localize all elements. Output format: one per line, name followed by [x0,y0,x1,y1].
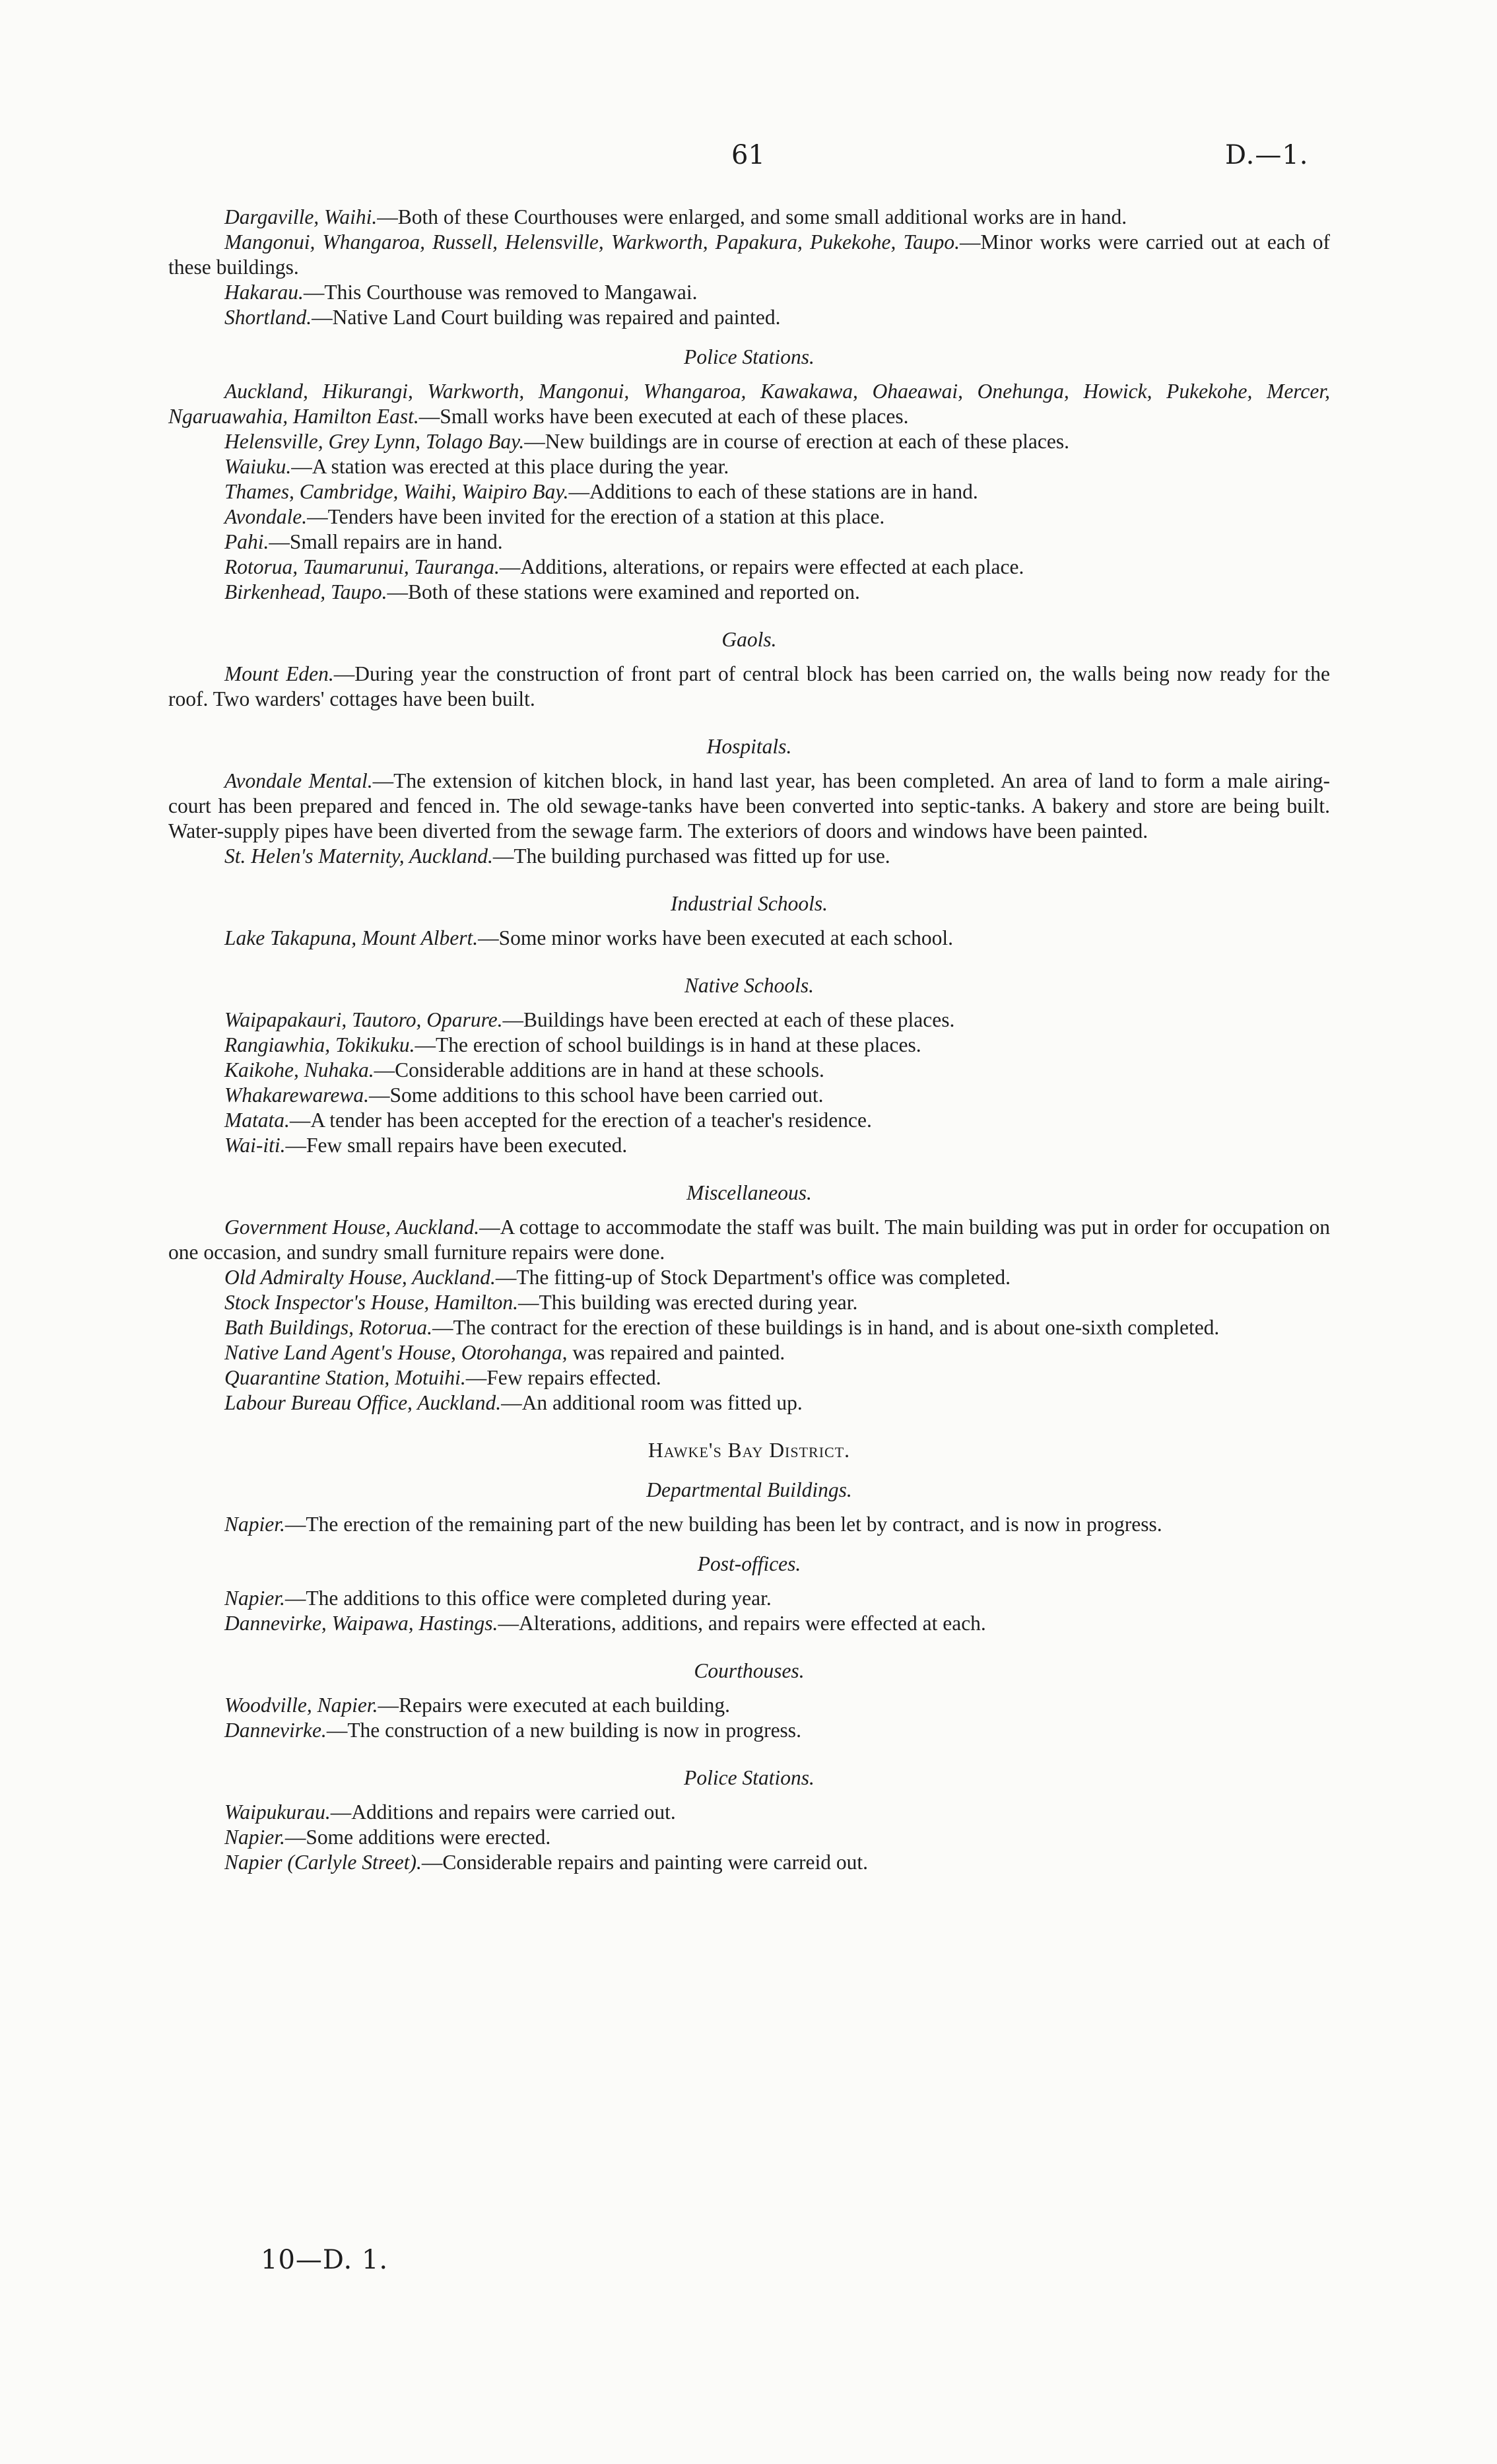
paragraph-text: —Small works have been executed at each of these places. [418,405,909,428]
paragraph-text: —Native Land Court building was repaired and painted. [312,306,781,329]
paragraph [168,844,1330,869]
paragraph [168,1133,1330,1158]
place-names: Labour Bureau Office, Auckland. [224,1391,502,1414]
paragraph [168,1033,1330,1058]
paragraph [168,230,1330,280]
paragraph-text: —The erection of school buildings is in hand at these places. [415,1033,921,1056]
place-names: Woodville, Napier. [224,1694,378,1717]
section-heading: Native Schools. [684,974,814,997]
place-names: St. Helen's Maternity, Auckland. [224,844,493,868]
paragraph [168,454,1330,479]
section-heading: Departmental Buildings. [646,1478,852,1501]
section-heading: Police Stations. [684,1766,815,1789]
paragraph [168,769,1330,844]
paragraph-text: —The extension of kitchen block, in hand last year, has been completed. An area of land to form a male airing-court has been prepared and fenced in. The old sewage-tanks have been converted into septic-tanks. A bakery and store are being built. Water-supply pipes have been diverted from the sewage farm. The exteriors of doors and windows have been painted. [168,769,1330,842]
place-names: Dargaville, Waihi. [224,205,378,228]
paragraph-text: —The erection of the remaining part of the new building has been let by contract, and is now in progress. [284,1513,1162,1536]
place-names: Thames, Cambridge, Waihi, Waipiro Bay. [224,480,569,503]
place-names: Government House, Auckland. [224,1215,480,1239]
place-names: Avondale Mental. [224,769,373,792]
place-names: Bath Buildings, Rotorua. [224,1316,432,1339]
paragraph [168,1718,1330,1743]
paragraph-text: —A cottage to accommodate the staff was built. The main building was put in order for occupation on one occasion, and sundry small furniture repairs were done. [168,1215,1330,1264]
place-names: Old Admiralty House, Auckland. [224,1266,496,1289]
place-names: Lake Takapuna, Mount Albert. [224,926,479,949]
paragraph-text: —The building purchased was fitted up for use. [492,844,890,868]
paragraph-text: —Few repairs effected. [465,1366,661,1389]
paragraph [168,1825,1330,1850]
paragraph-text: —Minor works were carried out at each of these buildings. [168,230,1330,279]
section-heading: Police Stations. [684,345,815,368]
paragraph-text: —Additions and repairs were carried out. [330,1800,676,1824]
place-names: Hakarau. [224,281,304,304]
paragraph-text: —Repairs were executed at each building. [378,1694,730,1717]
place-names: Stock Inspector's House, Hamilton. [224,1291,519,1314]
paragraph-text: —The construction of a new building is now in progress. [326,1719,801,1742]
paragraph-text: —Some additions to this school have been carried out. [369,1083,824,1107]
place-names: Mangonui, Whangaroa, Russell, Helensville, Warkworth, Papakura, Pukekohe, Taupo. [224,230,960,254]
paragraph [168,1315,1330,1340]
paragraph-text: —This building was erected during year. [518,1291,858,1314]
place-names: Matata. [224,1109,290,1132]
paragraph [168,926,1330,951]
paragraph-text: —Considerable additions are in hand at these schools. [374,1058,824,1081]
paragraph [168,479,1330,504]
paragraph [168,580,1330,605]
paragraph [168,1586,1330,1611]
paragraph [168,1850,1330,1875]
paragraph [168,1693,1330,1718]
document-body [168,205,1330,1875]
paragraph-text: —Tenders have been invited for the erection of a station at this place. [307,505,885,528]
paragraph [168,379,1330,429]
paragraph [168,1800,1330,1825]
paragraph-text: —During year the construction of front part of central block has been carried on, the walls being now ready for the roof. Two warders' cottages have been built. [168,662,1330,710]
paragraph-text: was repaired and painted. [567,1341,785,1364]
paragraph-text: —Both of these Courthouses were enlarged, and some small additional works are in hand. [377,205,1127,228]
paragraph-text: —The fitting-up of Stock Department's office was completed. [495,1266,1011,1289]
place-names: Avondale. [224,505,308,528]
paragraph [168,1611,1330,1636]
paragraph-text: —Both of these stations were examined and reported on. [387,580,860,603]
printer-signature: 10—D. 1. [261,2245,389,2275]
paragraph [168,1512,1330,1537]
paragraph [168,1265,1330,1290]
section-heading: Miscellaneous. [686,1181,812,1204]
paragraph-text: —A tender has been accepted for the erection of a teacher's residence. [289,1109,872,1132]
paragraph [168,1365,1330,1390]
place-names: Waipapakauri, Tautoro, Oparure. [224,1008,503,1031]
place-names: Native Land Agent's House, Otorohanga, [224,1341,568,1364]
section-heading: Industrial Schools. [670,892,828,915]
place-names: Dannevirke. [224,1719,327,1742]
paragraph [168,530,1330,555]
place-names: Pahi. [224,530,269,553]
paragraph [168,1108,1330,1133]
place-names: Napier. [224,1826,285,1849]
section-heading: Gaols. [721,628,777,651]
place-names: Napier (Carlyle Street). [224,1851,422,1874]
place-names: Mount Eden. [224,662,334,685]
page-number: 61 [731,140,765,170]
paragraph [168,504,1330,530]
paragraph-text: —Considerable repairs and painting were carreid out. [421,1851,869,1874]
paragraph-text: —Buildings have been erected at each of these places. [502,1008,955,1031]
place-names: Napier. [224,1587,285,1610]
paragraph [168,662,1330,712]
paragraph [168,1290,1330,1315]
place-names: Whakarewarewa. [224,1083,370,1107]
paragraph [168,429,1330,454]
place-names: Shortland. [224,306,312,329]
place-names: Waiuku. [224,455,292,478]
place-names: Auckland, Hikurangi, Warkworth, Mangonui, Whangaroa, Kawakawa, Ohaeawai, Onehunga, Howick, Pukekohe, Mercer, Ngaruawahia, Hamilton East. [168,380,1330,428]
paragraph [168,1058,1330,1083]
paragraph [168,205,1330,230]
paragraph [168,1340,1330,1365]
paragraph [168,1390,1330,1416]
place-names: Rotorua, Taumarunui, Tauranga. [224,555,500,578]
paragraph [168,305,1330,330]
section-heading: Courthouses. [694,1659,805,1682]
place-names: Wai-iti. [224,1134,286,1157]
place-names: Dannevirke, Waipawa, Hastings. [224,1612,498,1635]
paragraph [168,1215,1330,1265]
paragraph-text: —Few small repairs have been executed. [285,1134,628,1157]
paragraph-text: —Some minor works have been executed at each school. [478,926,954,949]
paragraph-text: —Alterations, additions, and repairs were effected at each. [498,1612,986,1635]
place-names: Rangiawhia, Tokikuku. [224,1033,415,1056]
section-heading: Hospitals. [706,735,792,758]
paragraph [168,280,1330,305]
place-names: Quarantine Station, Motuihi. [224,1366,466,1389]
paragraph [168,1008,1330,1033]
paragraph-text: —Small repairs are in hand. [269,530,503,553]
paragraph-text: —Additions, alterations, or repairs were effected at each place. [499,555,1024,578]
paragraph-text: —The contract for the erection of these buildings is in hand, and is about one-sixth completed. [432,1316,1220,1339]
place-names: Kaikohe, Nuhaka. [224,1058,374,1081]
paragraph-text: —This Courthouse was removed to Mangawai. [303,281,698,304]
paragraph-text: —Some additions were erected. [284,1826,551,1849]
paragraph-text: —New buildings are in course of erection at each of these places. [524,430,1069,453]
paragraph [168,555,1330,580]
section-heading: Post-offices. [697,1552,801,1575]
place-names: Waipukurau. [224,1800,331,1824]
paragraph-text: —The additions to this office were completed during year. [284,1587,772,1610]
paragraph-text: —A station was erected at this place during the year. [291,455,729,478]
paragraph [168,1083,1330,1108]
paragraph-text: —An additional room was fitted up. [501,1391,803,1414]
place-names: Birkenhead, Taupo. [224,580,387,603]
place-names: Helensville, Grey Lynn, Tolago Bay. [224,430,525,453]
page-header [0,140,1497,180]
district-heading: Hawke's Bay District. [648,1439,851,1462]
place-names: Napier. [224,1513,285,1536]
report-reference: D.—1. [1225,140,1309,170]
paragraph-text: —Additions to each of these stations are in hand. [568,480,978,503]
